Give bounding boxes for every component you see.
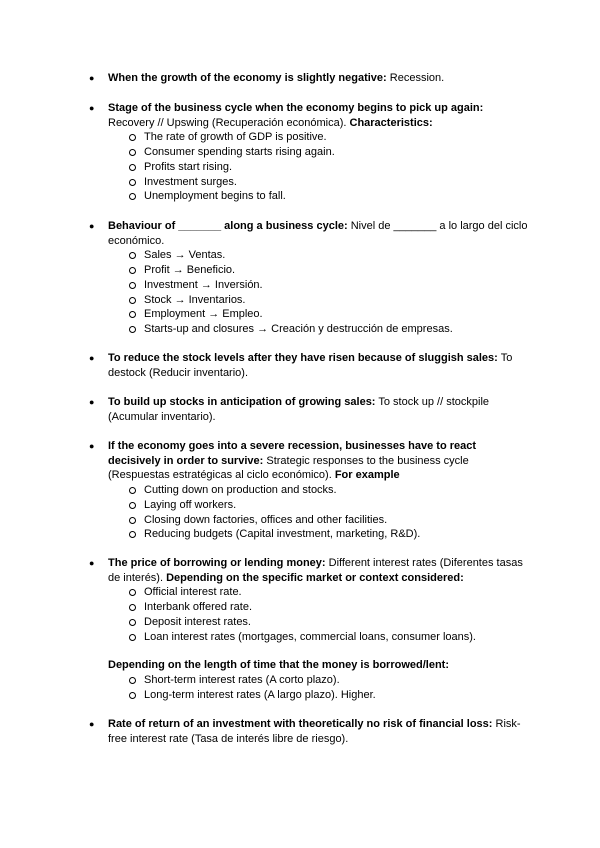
bullet-icon: ● bbox=[89, 73, 95, 83]
sub-list bbox=[108, 248, 528, 336]
term-definition: Recovery // Upswing (Recuperación económica). bbox=[108, 116, 350, 129]
list-item bbox=[108, 717, 528, 746]
sub-list-item: Profits start rising. bbox=[108, 160, 528, 175]
bullet-icon: ● bbox=[89, 719, 95, 729]
term-definition: Nivel de _______ a lo largo del ciclo económico. bbox=[108, 220, 528, 247]
sub-list-item: Interbank offered rate. bbox=[108, 600, 528, 615]
sub-list-item: Consumer spending starts rising again. bbox=[108, 145, 528, 160]
sub-list-item: Short-term interest rates (A corto plazo). bbox=[108, 673, 528, 688]
bullet-icon: ● bbox=[89, 221, 95, 231]
sub-list-item: Reducing budgets (Capital investment, marketing, R&D). bbox=[108, 527, 528, 542]
list-item bbox=[108, 71, 528, 86]
list-item bbox=[108, 395, 528, 424]
sub-list-item: Investment surges. bbox=[108, 175, 528, 190]
sub-list-item: Investment → Inversión. bbox=[108, 278, 528, 293]
sub-list bbox=[108, 673, 528, 702]
sub-list-item: Loan interest rates (mortgages, commercial loans, consumer loans). bbox=[108, 630, 528, 645]
sub-list-item: Long-term interest rates (A largo plazo). Higher. bbox=[108, 688, 528, 703]
bullet-icon: ● bbox=[89, 397, 95, 407]
term-subheading: Depending on the length of time that the money is borrowed/lent: bbox=[108, 659, 450, 672]
term-heading: Stage of the business cycle when the economy begins to pick up again: bbox=[108, 102, 484, 114]
term-definition: To stock up // stockpile (Acumular inventario). bbox=[108, 396, 490, 423]
term-heading: To build up stocks in anticipation of growing sales: bbox=[108, 396, 376, 408]
term-subheading: Characteristics: bbox=[349, 116, 433, 129]
sub-list-item: Sales → Ventas. bbox=[108, 248, 528, 263]
sub-list-item: Official interest rate. bbox=[108, 585, 528, 600]
term-heading: To reduce the stock levels after they have risen because of sluggish sales: bbox=[108, 352, 498, 364]
list-item bbox=[108, 219, 528, 337]
term-subheading: Depending on the specific market or context considered: bbox=[166, 571, 464, 584]
list-item bbox=[108, 101, 528, 204]
list-item bbox=[108, 351, 528, 380]
sub-list-item: Cutting down on production and stocks. bbox=[108, 483, 528, 498]
sub-list-item: Stock → Inventarios. bbox=[108, 293, 528, 308]
term-heading: Rate of return of an investment with theoretically no risk of financial loss: bbox=[108, 718, 493, 730]
sub-list bbox=[108, 483, 528, 542]
sub-list-item: Unemployment begins to fall. bbox=[108, 189, 528, 204]
sub-list-item: The rate of growth of GDP is positive. bbox=[108, 130, 528, 145]
sub-list-item: Closing down factories, offices and other facilities. bbox=[108, 513, 528, 528]
term-heading: Behaviour of _______ along a business cycle: bbox=[108, 220, 348, 232]
bullet-icon: ● bbox=[89, 353, 95, 363]
bullet-icon: ● bbox=[89, 103, 95, 113]
term-heading: If the economy goes into a severe recession, businesses have to react decisively in order to survive: bbox=[108, 440, 477, 467]
sub-list-item: Laying off workers. bbox=[108, 498, 528, 513]
sub-list-item: Employment → Empleo. bbox=[108, 307, 528, 322]
sub-list bbox=[108, 585, 528, 644]
bullet-icon: ● bbox=[89, 441, 95, 451]
term-heading: When the growth of the economy is slightly negative: bbox=[108, 72, 387, 84]
term-subheading: For example bbox=[334, 469, 400, 482]
sub-list-item: Deposit interest rates. bbox=[108, 615, 528, 630]
term-heading: The price of borrowing or lending money: bbox=[108, 557, 326, 569]
term-definition: Different interest rates (Diferentes tasas de interés). bbox=[108, 557, 523, 584]
list-item bbox=[108, 439, 528, 542]
sub-list-item: Profit → Beneficio. bbox=[108, 263, 528, 278]
sub-list-item: Starts-up and closures → Creación y destrucción de empresas. bbox=[108, 322, 528, 337]
bullet-icon: ● bbox=[89, 558, 95, 568]
term-definition: To destock (Reducir inventario). bbox=[108, 352, 513, 379]
term-definition: Strategic responses to the business cycle (Respuestas estratégicas al ciclo económico). bbox=[108, 454, 469, 482]
sub-list bbox=[108, 130, 528, 204]
term-definition: Risk-free interest rate (Tasa de interés libre de riesgo). bbox=[108, 718, 521, 745]
term-definition: Recession. bbox=[386, 72, 445, 84]
list-item bbox=[108, 556, 528, 702]
